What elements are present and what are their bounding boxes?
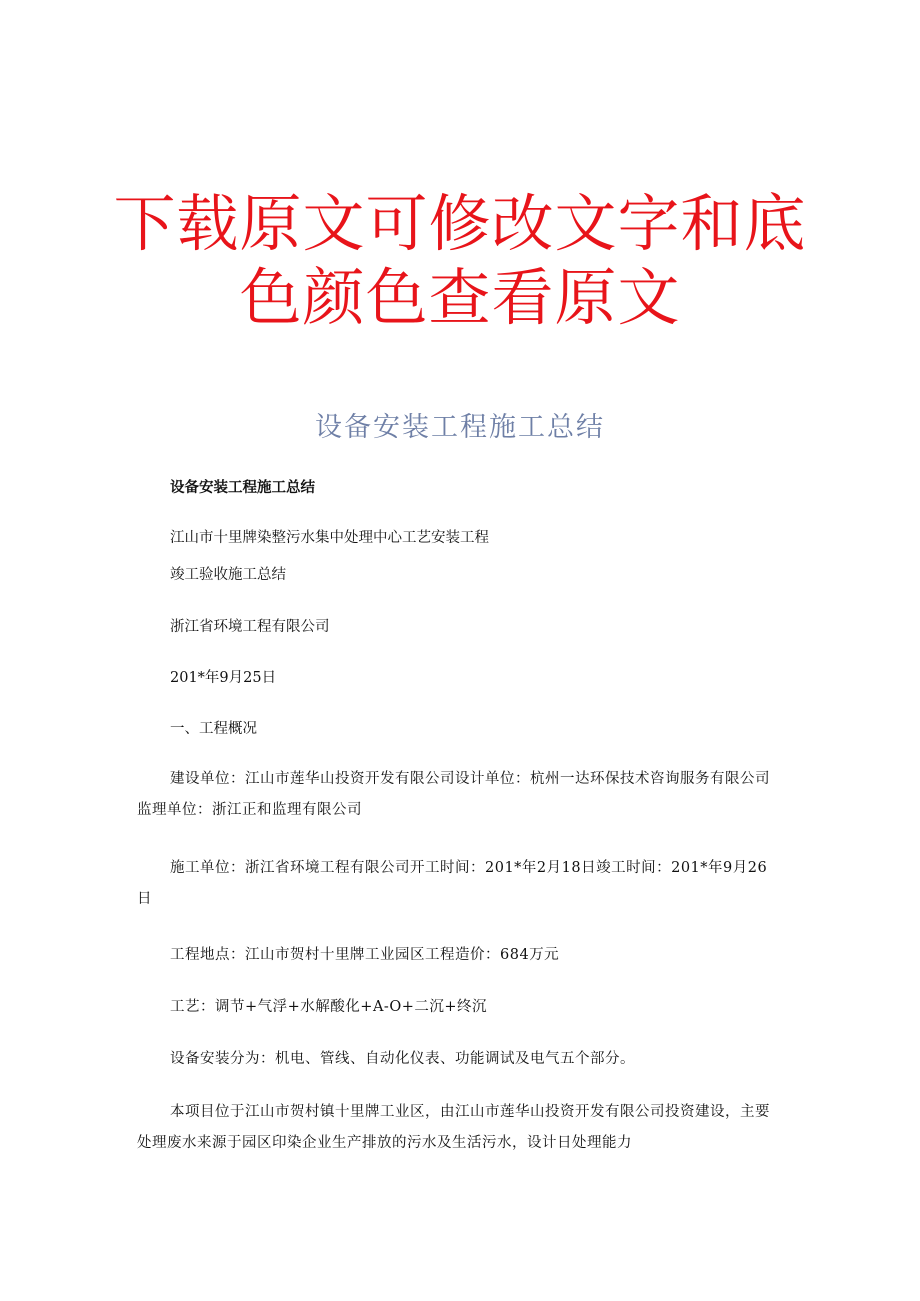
paragraph-parties: 建设单位：江山市莲华山投资开发有限公司设计单位：杭州一达环保技术咨询服务有限公司监理单位：浙江正和监理有限公司	[137, 771, 770, 818]
section-heading-overview: 一、工程概况	[170, 721, 257, 737]
paragraph-location-cost: 工程地点：江山市贺村十里牌工业园区工程造价：684万元	[170, 947, 560, 963]
paragraph-process: 工艺：调节+气浮+水解酸化+A-O+二沉+终沉	[170, 999, 488, 1015]
paragraph-project-intro: 本项目位于江山市贺村镇十里牌工业区，由江山市莲华山投资开发有限公司投资建设，主要处理废水来源于园区印染企业生产排放的污水及生活污水，设计日处理能力	[137, 1104, 770, 1151]
paragraph-schedule: 施工单位：浙江省环境工程有限公司开工时间：201*年2月18日竣工时间：201*年9月26日	[137, 860, 768, 907]
project-name-line-1: 江山市十里牌染整污水集中处理中心工艺安装工程	[170, 530, 489, 546]
download-banner-line-2: 色颜色查看原文	[239, 261, 681, 334]
paragraph-scope: 设备安装分为：机电、管线、自动化仪表、功能调试及电气五个部分。	[170, 1051, 635, 1067]
company-name: 浙江省环境工程有限公司	[170, 619, 330, 635]
project-name-line-2: 竣工验收施工总结	[170, 567, 286, 583]
report-date: 201*年9月25日	[170, 670, 277, 686]
download-banner-line-1: 下载原文可修改文字和底	[113, 187, 807, 260]
document-title: 设备安装工程施工总结	[315, 412, 605, 443]
bold-heading: 设备安装工程施工总结	[170, 479, 315, 496]
